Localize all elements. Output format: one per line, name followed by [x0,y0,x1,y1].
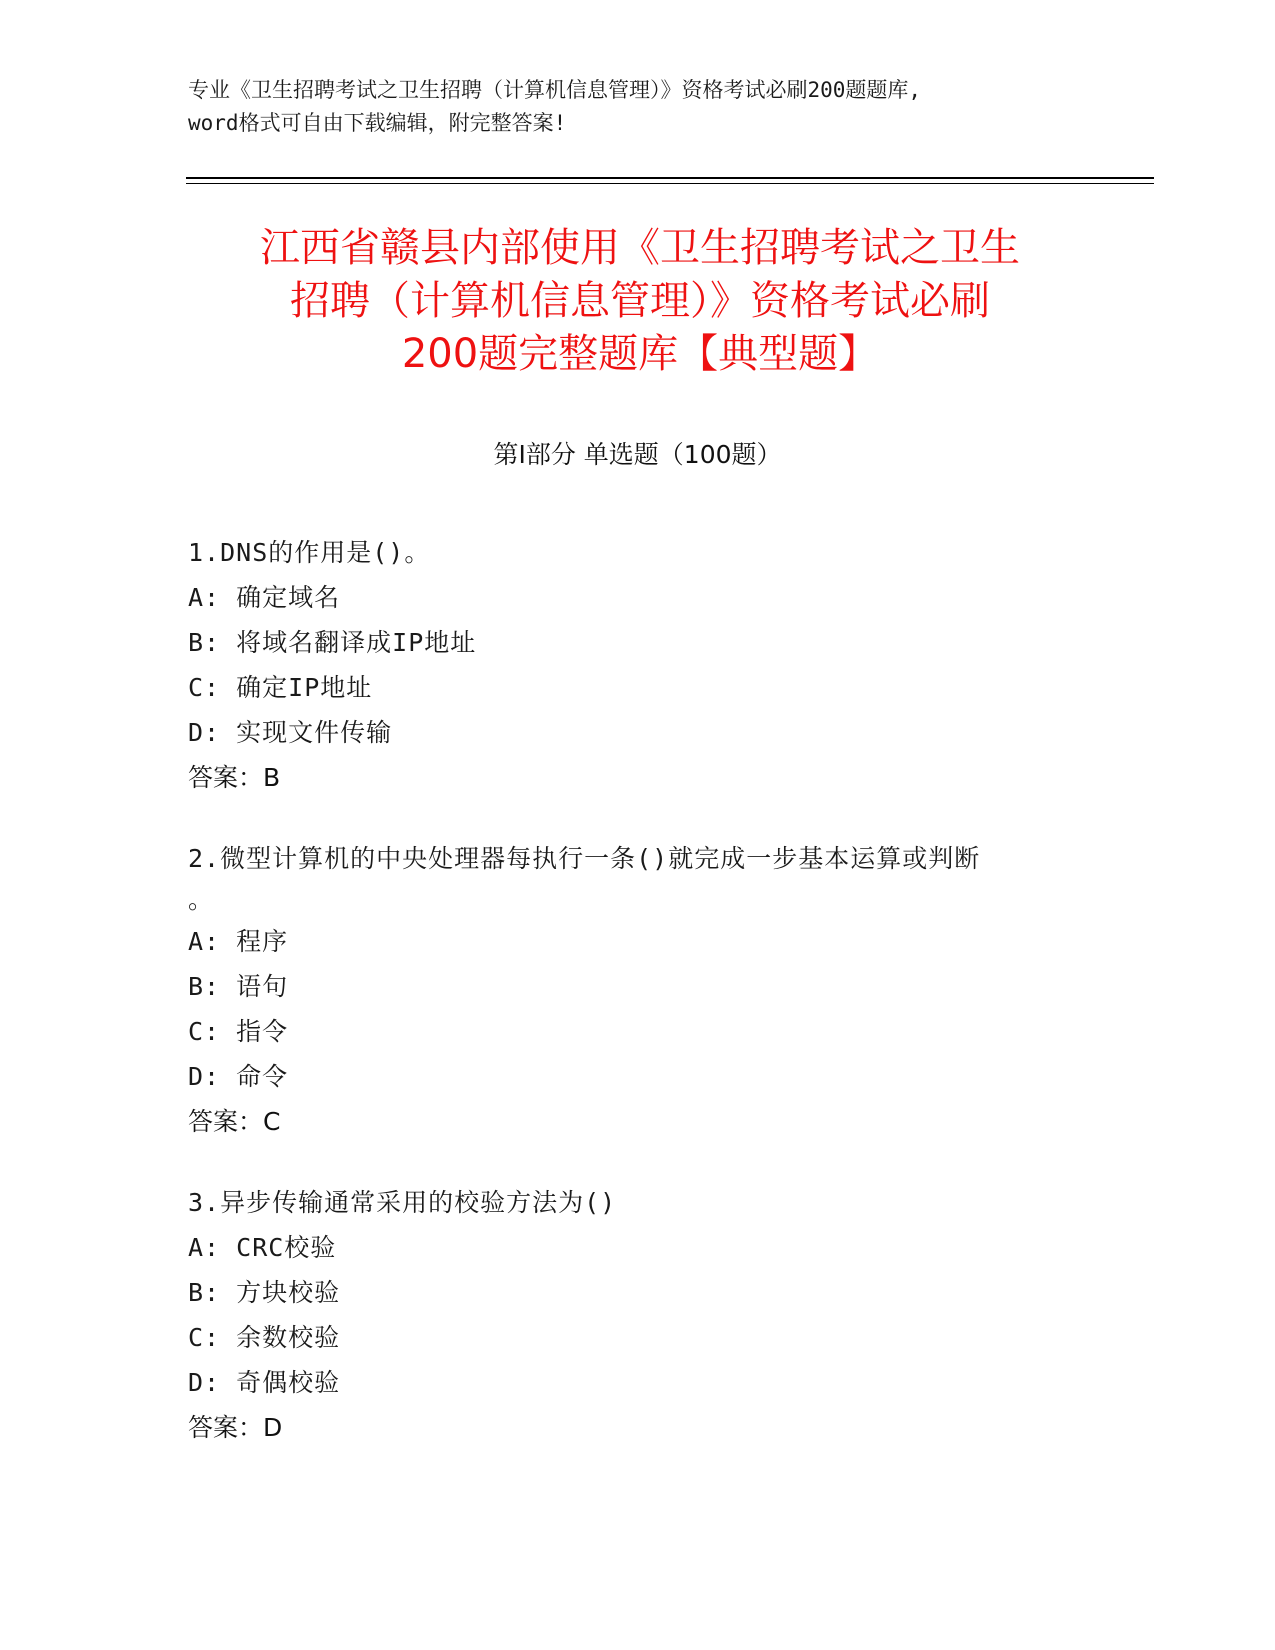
title-line-2: 招聘（计算机信息管理）》资格考试必刷 [290,278,990,324]
question-item [188,530,1088,800]
header-line-1: 专业《卫生招聘考试之卫生招聘（计算机信息管理）》资格考试必刷200题题库, [188,78,922,102]
option-b: B: 语句 [188,972,289,1001]
header-rule-thin [186,183,1154,184]
question-stem-tail: 。 [188,885,215,914]
document-header [188,74,1088,140]
option-a: A: 确定域名 [188,583,341,612]
option-c: C: 指令 [188,1017,289,1046]
question-stem: 1.DNS的作用是()。 [188,538,431,567]
title-line-3: 200题完整题库【典型题】 [401,331,879,377]
option-a: A: CRC校验 [188,1233,337,1262]
section-heading: 第Ⅰ部分 单选题（100题） [493,440,782,469]
question-list [188,530,1088,1486]
option-c: C: 确定IP地址 [188,673,373,702]
option-b: B: 将域名翻译成IP地址 [188,628,477,657]
header-line-2: word格式可自由下载编辑，附完整答案! [188,111,567,135]
option-d: D: 命令 [188,1062,289,1091]
header-rule-thick [186,177,1154,179]
question-stem: 3.异步传输通常采用的校验方法为() [188,1188,617,1217]
document-title [160,222,1120,381]
question-item [188,836,1088,1144]
title-line-1: 江西省赣县内部使用《卫生招聘考试之卫生 [260,225,1020,271]
answer-line: 答案：D [188,1413,283,1442]
question-item [188,1180,1088,1450]
option-a: A: 程序 [188,927,289,956]
option-c: C: 余数校验 [188,1323,341,1352]
option-d: D: 实现文件传输 [188,718,393,747]
answer-line: 答案：B [188,763,281,792]
option-b: B: 方块校验 [188,1278,341,1307]
question-stem: 2.微型计算机的中央处理器每执行一条()就完成一步基本运算或判断 [188,844,981,873]
answer-line: 答案：C [188,1107,281,1136]
option-d: D: 奇偶校验 [188,1368,341,1397]
